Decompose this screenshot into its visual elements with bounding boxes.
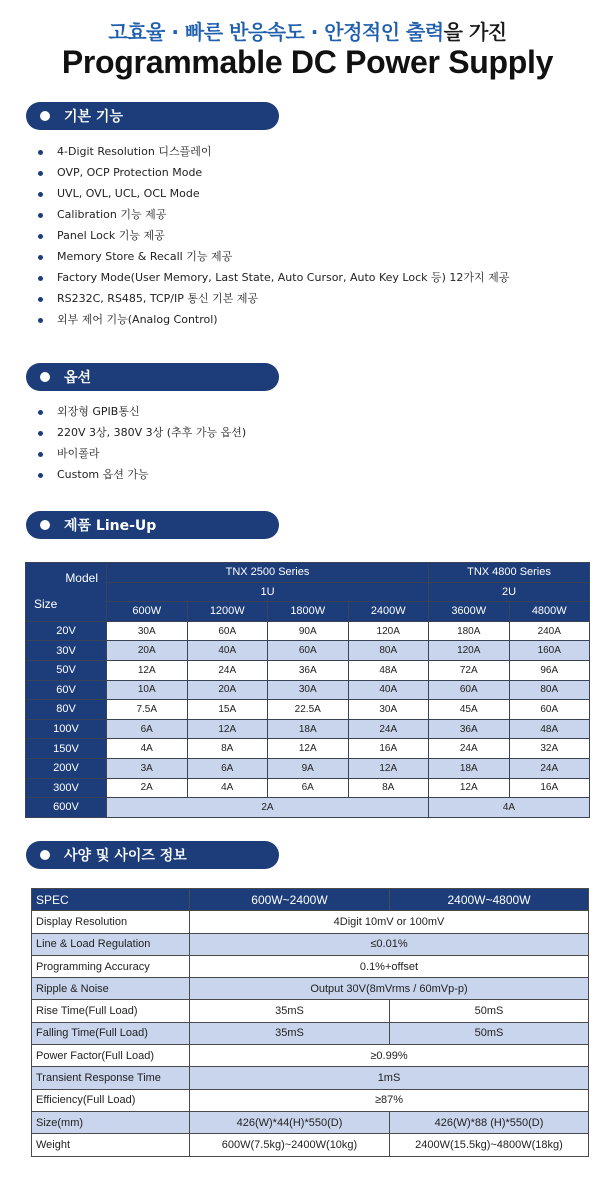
value-cell: 4A xyxy=(107,739,188,759)
value-cell: 45A xyxy=(429,700,510,720)
table-row xyxy=(26,739,590,759)
spec-header: 600W~2400W xyxy=(190,889,390,911)
list-item: Factory Mode(User Memory, Last State, Auto Cursor, Auto Key Lock 등) 12가지 제공 xyxy=(37,267,509,288)
bullet-dot-icon xyxy=(40,111,50,121)
value-cell: 18A xyxy=(268,719,349,739)
value-cell: 180A xyxy=(429,621,510,641)
spec-label: Transient Response Time xyxy=(32,1067,190,1089)
lineup-body xyxy=(26,621,590,797)
series-header: TNX 4800 Series xyxy=(429,563,590,583)
table-row xyxy=(32,1022,589,1044)
bullet-dot-icon xyxy=(40,520,50,530)
value-cell: 8A xyxy=(348,778,429,798)
voltage-cell: 100V xyxy=(26,719,107,739)
spec-value: ≤0.01% xyxy=(190,933,589,955)
corner-model-label: Model xyxy=(65,571,98,585)
spec-value: 4Digit 10mV or 100mV xyxy=(190,911,589,933)
value-cell: 30A xyxy=(107,621,188,641)
table-row xyxy=(32,955,589,977)
table-row xyxy=(26,758,590,778)
value-cell: 18A xyxy=(429,758,510,778)
table-row xyxy=(32,933,589,955)
table-row xyxy=(32,1045,589,1067)
value-cell: 24A xyxy=(509,758,590,778)
section-header-lineup xyxy=(26,511,279,539)
value-cell: 60A xyxy=(268,641,349,661)
value-cell: 12A xyxy=(429,778,510,798)
page-title: Programmable DC Power Supply xyxy=(61,44,554,80)
power-header: 600W xyxy=(107,602,188,622)
spec-value: Output 30V(8mVrms / 60mVp-p) xyxy=(190,978,589,1000)
voltage-cell: 150V xyxy=(26,739,107,759)
table-row xyxy=(26,660,590,680)
value-cell: 120A xyxy=(429,641,510,661)
corner-size-label: Size xyxy=(34,596,58,611)
value-cell: 20A xyxy=(187,680,268,700)
section-title: 옵션 xyxy=(64,370,92,386)
value-cell: 60A xyxy=(509,700,590,720)
spec-label: Programming Accuracy xyxy=(32,955,190,977)
table-row xyxy=(26,621,590,641)
list-item: 220V 3상, 380V 3상 (추후 가능 옵션) xyxy=(37,422,246,443)
value-cell: 80A xyxy=(509,680,590,700)
spec-value: 2400W(15.5kg)~4800W(18kg) xyxy=(390,1134,589,1156)
spec-value: ≥87% xyxy=(190,1089,589,1111)
value-cell: 24A xyxy=(429,739,510,759)
power-header: 1800W xyxy=(268,602,349,622)
series-header: TNX 2500 Series xyxy=(107,563,429,583)
spec-label: Weight xyxy=(32,1134,190,1156)
spec-header: 2400W~4800W xyxy=(390,889,589,911)
spec-label: Display Resolution xyxy=(32,911,190,933)
spec-value: 50mS xyxy=(390,1000,589,1022)
list-item: OVP, OCP Protection Mode xyxy=(37,162,509,183)
value-cell: 40A xyxy=(187,641,268,661)
section-title: 기본 기능 xyxy=(64,109,123,125)
table-row xyxy=(32,1111,589,1133)
value-cell: 80A xyxy=(348,641,429,661)
value-cell: 72A xyxy=(429,660,510,680)
value-cell: 20A xyxy=(107,641,188,661)
list-item: Panel Lock 기능 제공 xyxy=(37,225,509,246)
rack-header: 1U xyxy=(107,582,429,602)
voltage-cell: 60V xyxy=(26,680,107,700)
list-item: Custom 옵션 가능 xyxy=(37,464,246,485)
table-row xyxy=(32,1000,589,1022)
spec-label: Rise Time(Full Load) xyxy=(32,1000,190,1022)
power-header: 2400W xyxy=(348,602,429,622)
voltage-cell: 20V xyxy=(26,621,107,641)
spec-label: Falling Time(Full Load) xyxy=(32,1022,190,1044)
section-title: 제품 Line-Up xyxy=(64,518,157,534)
list-item: 4-Digit Resolution 디스플레이 xyxy=(37,141,509,162)
subtitle-suffix: 을 가진 xyxy=(443,20,507,44)
value-cell: 32A xyxy=(509,739,590,759)
spec-value: 0.1%+offset xyxy=(190,955,589,977)
value-cell: 16A xyxy=(348,739,429,759)
value-cell: 16A xyxy=(509,778,590,798)
spec-value: 50mS xyxy=(390,1022,589,1044)
value-cell: 15A xyxy=(187,700,268,720)
value-cell: 12A xyxy=(268,739,349,759)
value-cell: 4A xyxy=(429,798,590,818)
section-header-options xyxy=(26,363,279,391)
value-cell: 12A xyxy=(187,719,268,739)
table-row xyxy=(26,641,590,661)
spec-label: Ripple & Noise xyxy=(32,978,190,1000)
table-row xyxy=(26,778,590,798)
value-cell: 40A xyxy=(348,680,429,700)
value-cell: 90A xyxy=(268,621,349,641)
value-cell: 4A xyxy=(187,778,268,798)
value-cell: 6A xyxy=(268,778,349,798)
value-cell: 60A xyxy=(429,680,510,700)
spec-label: Line & Load Regulation xyxy=(32,933,190,955)
list-item: 바이폴라 xyxy=(37,443,246,464)
spec-value: 426(W)*88 (H)*550(D) xyxy=(390,1111,589,1133)
spec-value: ≥0.99% xyxy=(190,1045,589,1067)
value-cell: 120A xyxy=(348,621,429,641)
value-cell: 36A xyxy=(429,719,510,739)
value-cell: 24A xyxy=(187,660,268,680)
value-cell: 22.5A xyxy=(268,700,349,720)
power-header: 4800W xyxy=(509,602,590,622)
spec-value: 35mS xyxy=(190,1000,390,1022)
bullet-dot-icon xyxy=(40,850,50,860)
value-cell: 2A xyxy=(107,798,429,818)
bullet-dot-icon xyxy=(40,372,50,382)
value-cell: 30A xyxy=(348,700,429,720)
options-list xyxy=(37,401,246,485)
value-cell: 9A xyxy=(268,758,349,778)
list-item: 외부 제어 기능(Analog Control) xyxy=(37,309,509,330)
table-row xyxy=(26,798,590,818)
lineup-table xyxy=(25,562,590,818)
value-cell: 6A xyxy=(187,758,268,778)
power-header: 3600W xyxy=(429,602,510,622)
page-subtitle xyxy=(0,16,615,45)
value-cell: 24A xyxy=(348,719,429,739)
spec-value: 426(W)*44(H)*550(D) xyxy=(190,1111,390,1133)
list-item: UVL, OVL, UCL, OCL Mode xyxy=(37,183,509,204)
subtitle-highlight: 고효율 · 빠른 반응속도 · 안정적인 출력 xyxy=(108,20,444,44)
value-cell: 60A xyxy=(187,621,268,641)
section-title: 사양 및 사이즈 정보 xyxy=(64,848,187,864)
section-header-spec xyxy=(26,841,279,869)
value-cell: 48A xyxy=(348,660,429,680)
voltage-cell: 200V xyxy=(26,758,107,778)
value-cell: 2A xyxy=(107,778,188,798)
spec-table xyxy=(31,888,589,1157)
table-row xyxy=(26,700,590,720)
table-row xyxy=(32,978,589,1000)
value-cell: 12A xyxy=(107,660,188,680)
voltage-cell: 50V xyxy=(26,660,107,680)
voltage-cell: 30V xyxy=(26,641,107,661)
table-row xyxy=(32,1089,589,1111)
value-cell: 10A xyxy=(107,680,188,700)
table-corner xyxy=(26,563,107,622)
value-cell: 6A xyxy=(107,719,188,739)
value-cell: 3A xyxy=(107,758,188,778)
spec-value: 1mS xyxy=(190,1067,589,1089)
power-header: 1200W xyxy=(187,602,268,622)
list-item: Calibration 기능 제공 xyxy=(37,204,509,225)
voltage-cell: 300V xyxy=(26,778,107,798)
value-cell: 8A xyxy=(187,739,268,759)
table-row xyxy=(32,1067,589,1089)
section-header-basic xyxy=(26,102,279,130)
voltage-cell: 80V xyxy=(26,700,107,720)
value-cell: 30A xyxy=(268,680,349,700)
spec-value: 600W(7.5kg)~2400W(10kg) xyxy=(190,1134,390,1156)
value-cell: 240A xyxy=(509,621,590,641)
rack-header: 2U xyxy=(429,582,590,602)
value-cell: 7.5A xyxy=(107,700,188,720)
spec-label: Size(mm) xyxy=(32,1111,190,1133)
value-cell: 48A xyxy=(509,719,590,739)
table-row xyxy=(32,911,589,933)
voltage-cell: 600V xyxy=(26,798,107,818)
basic-feature-list xyxy=(37,141,509,330)
list-item: Memory Store & Recall 기능 제공 xyxy=(37,246,509,267)
list-item: RS232C, RS485, TCP/IP 통신 기본 제공 xyxy=(37,288,509,309)
spec-label: Efficiency(Full Load) xyxy=(32,1089,190,1111)
spec-header: SPEC xyxy=(32,889,190,911)
table-row xyxy=(32,1134,589,1156)
list-item: 외장형 GPIB통신 xyxy=(37,401,246,422)
value-cell: 160A xyxy=(509,641,590,661)
table-row xyxy=(26,680,590,700)
table-row xyxy=(26,719,590,739)
value-cell: 96A xyxy=(509,660,590,680)
spec-label: Power Factor(Full Load) xyxy=(32,1045,190,1067)
value-cell: 12A xyxy=(348,758,429,778)
spec-value: 35mS xyxy=(190,1022,390,1044)
value-cell: 36A xyxy=(268,660,349,680)
